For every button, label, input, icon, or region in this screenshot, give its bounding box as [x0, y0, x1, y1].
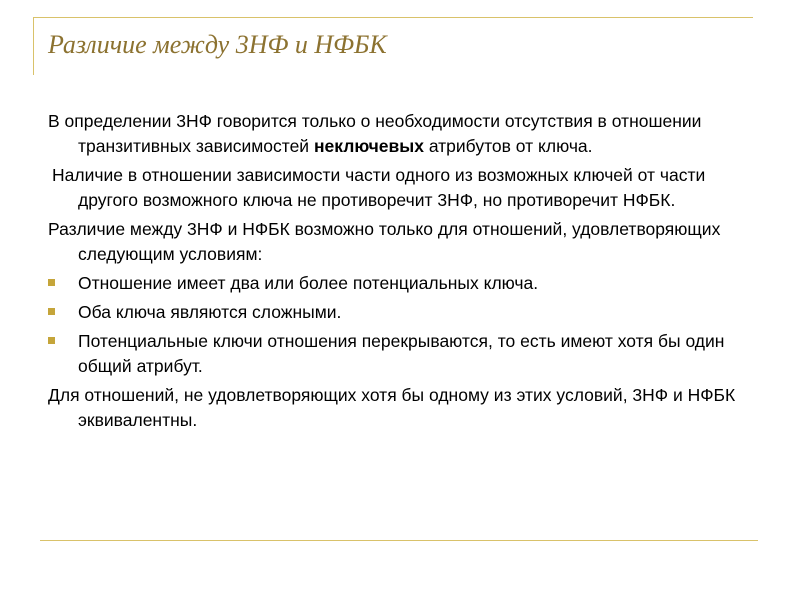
bullet-text: Потенциальные ключи отношения перекрываются, то есть имеют хотя бы один общий атрибут. [78, 331, 725, 376]
paragraph-equivalence: Для отношений, не удовлетворяющих хотя бы одному из этих условий, 3НФ и НФБК эквивалентны. [48, 385, 736, 430]
top-rule [33, 17, 753, 18]
square-bullet-icon [48, 279, 55, 286]
left-rule [33, 17, 34, 75]
paragraph-key-dependency: Наличие в отношении зависимости части одного из возможных ключей от части другого возможного ключа не противоречит 3НФ, но противоречит НФБК. [52, 165, 706, 210]
slide-title: Различие между 3НФ и НФБК [48, 30, 387, 59]
paragraph-3nf-definition [48, 109, 763, 159]
bullet-item [48, 300, 763, 325]
bullet-item [48, 271, 763, 296]
paragraph-difference-conditions: Различие между 3НФ и НФБК возможно только для отношений, удовлетворяющих следующим условиям: [48, 219, 721, 264]
bullet-text: Оба ключа являются сложными. [78, 302, 342, 322]
bullet-item [48, 329, 763, 379]
bullet-text: Отношение имеет два или более потенциальных ключа. [78, 273, 539, 293]
slide-body [48, 109, 763, 437]
square-bullet-icon [48, 308, 55, 315]
paragraph-3nf-text-start: В определении 3НФ говорится только о необходимости отсутствия в отношении транзитивных зависимостей [48, 111, 702, 156]
bottom-rule [40, 540, 758, 541]
square-bullet-icon [48, 337, 55, 344]
emphasis-nonkey: неключевых [313, 136, 424, 156]
paragraph-3nf-text-end: атрибутов от ключа. [423, 136, 593, 156]
